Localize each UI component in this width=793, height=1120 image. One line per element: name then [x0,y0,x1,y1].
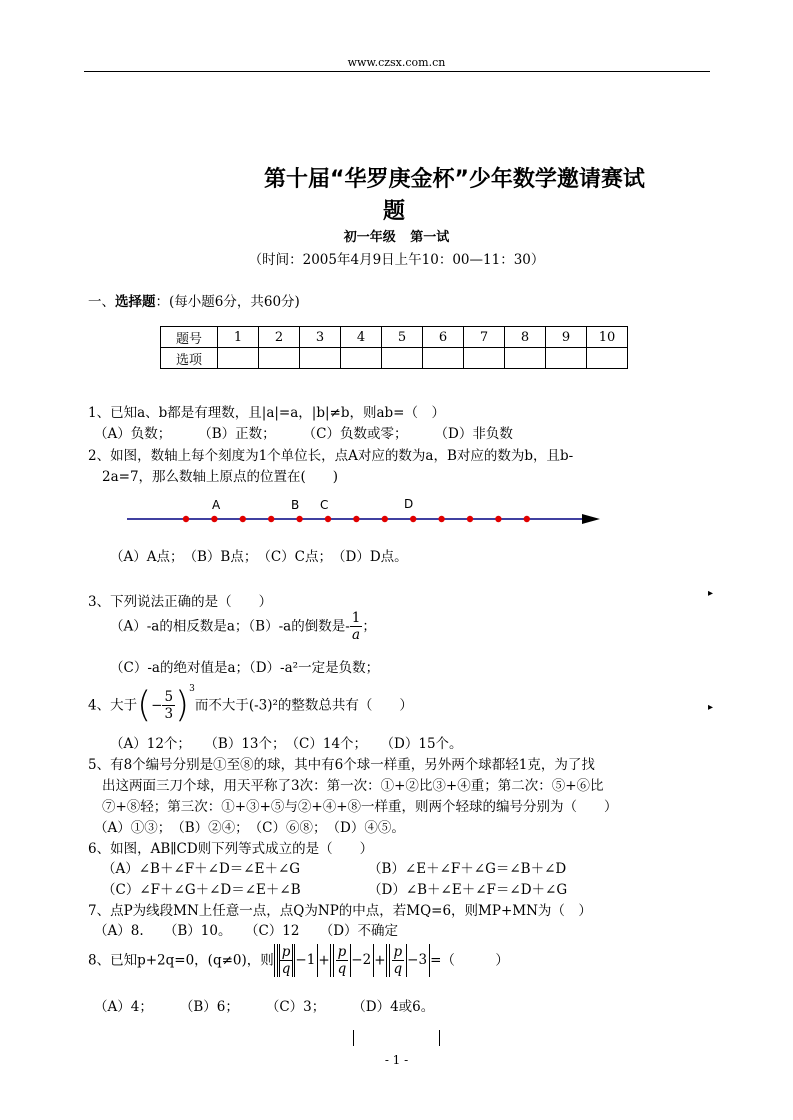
q1-options: （A）负数； （B）正数； （C）负数或零； （D）非负数 [94,426,513,442]
exponent: 3 [189,684,195,694]
table-cell: 3 [300,327,341,348]
table-cell: 4 [341,327,382,348]
table-cell: 7 [464,327,505,348]
q8-stem [88,944,509,977]
table-cell [587,348,628,369]
fraction-denominator: 3 [164,706,174,722]
table-cell: 8 [505,327,546,348]
section-num: 一、 [88,294,115,310]
tick-dot [240,516,246,522]
q3-option-ab [110,610,376,643]
fraction [280,944,293,977]
margin-mark: ▸ [708,588,714,599]
section-heading [88,290,300,310]
table-cell [300,348,341,369]
abs-expr [274,944,319,977]
table-cell [341,348,382,369]
q8-eq: =（ ） [430,952,509,969]
q7-options: （A）8. （B）10。 （C）12 （D）不确定 [94,923,399,939]
q3-stem: 3、下列说法正确的是（ ） [88,594,273,610]
plus-sign: + [318,952,330,969]
fraction [162,689,175,722]
abs-expr [330,944,375,977]
plus-sign: + [374,952,386,969]
tick-dot [353,516,359,522]
point-label-d: D [404,497,414,511]
tick-dot [268,516,274,522]
q4-prefix: 4、大于 [88,697,138,714]
section-name: 选择题 [115,294,156,310]
tick-dot [410,516,416,522]
minus-term: −3 [407,952,428,968]
q5-options: （A）①③； （B）②④； （C）⑥⑧； （D）④⑤。 [94,820,405,836]
table-cell [423,348,464,369]
header-site: www.czsx.com.cn [347,56,446,69]
q6-option-c: （C）∠F＋∠G＋∠D＝∠E＋∠B [102,882,301,898]
fraction [350,610,363,643]
q5-line2: 出这两面三刀个球，用天平称了3次：第一次：①+②比③+④重；第二次：⑤+⑥比 [102,778,604,794]
fraction [336,944,349,977]
table-cell [505,348,546,369]
q2-options: （A）A点； （B）B点； （C）C点； （D）D点。 [110,549,408,565]
tick-dot [183,516,189,522]
tick-dot [211,516,217,522]
tick-dot [524,516,530,522]
abs-frac [389,944,408,977]
right-paren: ) [175,684,190,726]
q1-stem: 1、已知a、b都是有理数，且|a|=a，|b|≠b，则ab=（ ） [88,405,445,421]
answer-table [160,326,628,369]
abs-frac [333,944,352,977]
minus-term: −1 [295,952,316,968]
q3-option-cd: （C）-a的绝对值是a；（D）-a²一定是负数； [110,660,380,676]
abs-expr [386,944,431,977]
q2-stem-line2: 2a=7，那么数轴上原点的位置在( ) [102,469,339,485]
q3-option-ab-end: ； [362,618,376,635]
section-note: ：(每小题6分，共60分) [155,294,300,310]
fraction-numerator: p [281,944,291,960]
fraction [392,944,405,977]
table-cell: 1 [218,327,259,348]
q8-options: （A）4； （B）6； （C）3； （D）4或6。 [94,999,435,1015]
q4-stem [88,680,413,726]
exam-time: （时间：2005年4月9日上午10：00—11：30） [248,252,545,268]
q6-option-b: （B）∠E＋∠F＋∠G＝∠B＋∠D [368,861,567,877]
number-line-figure [120,494,610,534]
table-cell: 6 [423,327,464,348]
table-cell [218,348,259,369]
subtitle: 初一年级 第一试 [343,230,450,245]
margin-mark: ▸ [708,702,714,713]
minus-sign: − [151,697,163,714]
title-line2: 题 [383,199,406,224]
point-label-a: A [212,498,221,512]
left-paren: ( [137,684,152,726]
fraction-denominator: q [337,961,347,977]
tick-dot [438,516,444,522]
header-rule [84,71,710,72]
fraction-denominator: q [281,961,291,977]
q7-stem: 7、点P为线段MN上任意一点，点Q为NP的中点，若MQ=6，则MP+MN为（ ） [88,903,592,919]
fraction-numerator: p [393,944,403,960]
table-header-cell: 选项 [161,348,218,369]
q6-option-d: （D）∠B＋∠E＋∠F＝∠D＋∠G [368,882,568,898]
fraction-numerator: 5 [164,689,174,705]
table-row [161,327,628,348]
q6-stem: 6、如图，AB∥CD则下列等式成立的是（ ） [88,841,374,857]
table-cell: 2 [259,327,300,348]
page-number: - 1 - [384,1053,409,1067]
q5-line3: ⑦+⑧轻；第三次：①+③+⑤与②+④+⑧一样重，则两个轻球的编号分别为（ ） [102,799,618,815]
fraction-denominator: a [352,627,361,643]
arrow-right-icon [582,514,600,524]
table-cell [259,348,300,369]
q5-line1: 5、有8个编号分别是①至⑧的球，其中有6个球一样重，另外两个球都轻1克，为了找 [88,757,595,773]
table-cell [546,348,587,369]
fraction-numerator: p [337,944,347,960]
title-line1: 第十届“华罗庚金杯”少年数学邀请赛试 [264,167,645,192]
q8-prefix: 8、已知p+2q=0，(q≠0)，则 [88,952,274,969]
table-header-cell: 题号 [161,327,218,348]
q4-suffix: 而不大于(-3)²的整数总共有（ ） [194,697,413,714]
table-row [161,348,628,369]
tick-dot [296,516,302,522]
q4-options: （A）12个； （B）13个； （C）14个； （D）15个。 [110,736,463,752]
point-label-c: C [320,498,329,512]
footer-line-right [439,1030,440,1046]
table-cell: 10 [587,327,628,348]
tick-dot [325,516,331,522]
table-cell [464,348,505,369]
fraction-numerator: 1 [351,610,361,626]
table-cell: 9 [546,327,587,348]
tick-dot [382,516,388,522]
minus-term: −2 [351,952,372,968]
table-cell [382,348,423,369]
q3-option-ab-text: （A）-a的相反数是a；（B）-a的倒数是- [110,618,350,635]
footer-line-left [353,1030,354,1046]
q6-option-a: （A）∠B＋∠F＋∠D＝∠E＋∠G [102,861,301,877]
table-cell: 5 [382,327,423,348]
fraction-denominator: q [393,961,403,977]
point-label-b: B [291,498,300,512]
tick-dot [495,516,501,522]
tick-dot [467,516,473,522]
abs-frac [277,944,296,977]
q2-stem-line1: 2、如图，数轴上每个刻度为1个单位长，点A对应的数为a，B对应的数为b，且b- [88,448,574,464]
